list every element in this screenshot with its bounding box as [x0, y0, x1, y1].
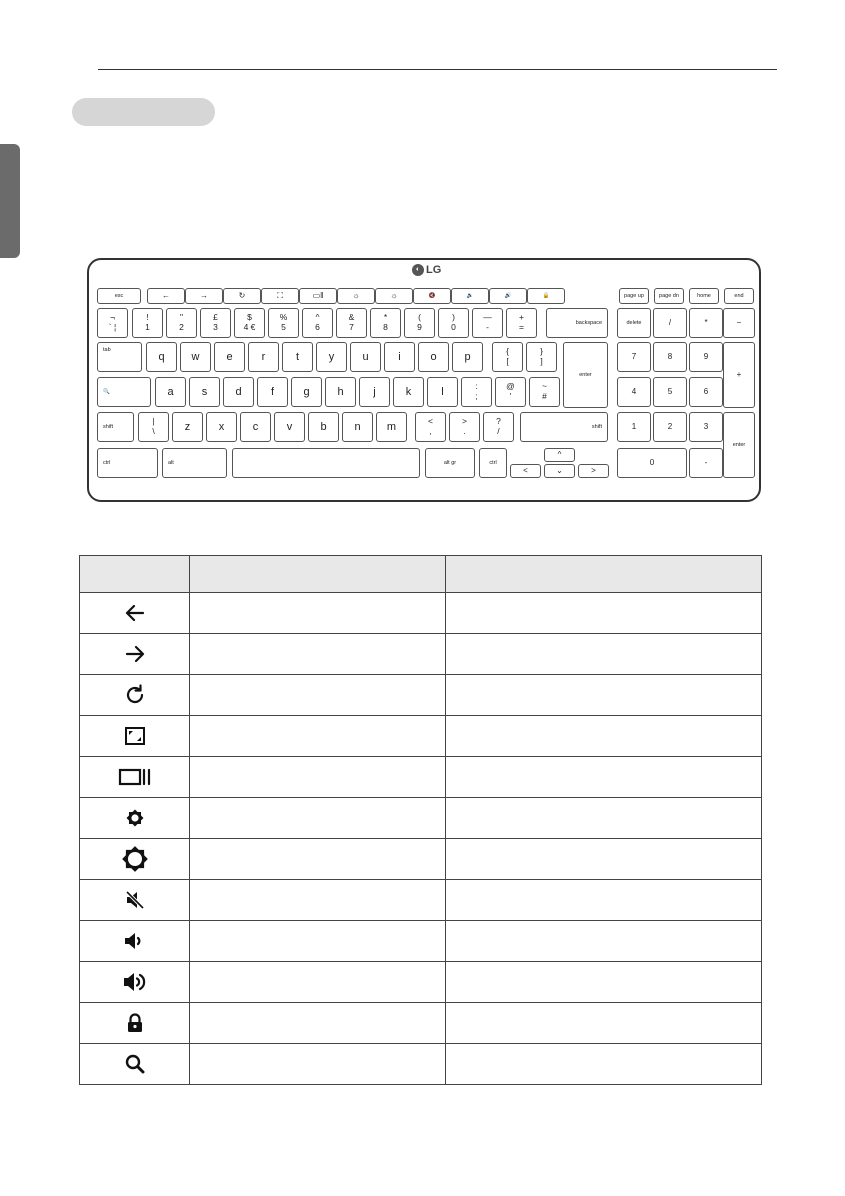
table-row: [80, 593, 762, 634]
table-header-description: [446, 556, 762, 593]
keyboard-key: k: [393, 377, 424, 407]
table-row: [80, 1003, 762, 1044]
keyboard-key: m: [376, 412, 407, 442]
keyboard-diagram: [87, 258, 761, 502]
keyboard-key: end: [724, 288, 754, 304]
table-header-key: [190, 556, 446, 593]
keyboard-key: c: [240, 412, 271, 442]
keyboard-key: ¬ ` ¦: [97, 308, 128, 338]
keyboard-key: 2: [653, 412, 687, 442]
full-screen-icon: [80, 716, 190, 757]
table-cell-description: [446, 1044, 762, 1085]
keyboard-key: home: [689, 288, 719, 304]
keyboard-key: > .: [449, 412, 480, 442]
keyboard-key: /: [653, 308, 687, 338]
keyboard-key: ) 0: [438, 308, 469, 338]
table-row: [80, 1044, 762, 1085]
keyboard-key: delete: [617, 308, 651, 338]
keyboard-key: ! 1: [132, 308, 163, 338]
keyboard-key: | \: [138, 412, 169, 442]
keyboard-key: + =: [506, 308, 537, 338]
keyboard-key: enter: [563, 342, 608, 408]
table-row: [80, 798, 762, 839]
keyboard-key: t: [282, 342, 313, 372]
keyboard-key: — -: [472, 308, 503, 338]
section-heading-pill: [72, 98, 215, 126]
keyboard-key: ←: [147, 288, 185, 304]
keyboard-key: 0: [617, 448, 687, 478]
keyboard-key: page up: [619, 288, 649, 304]
keyboard-key: alt gr: [425, 448, 475, 478]
keyboard-key: $ 4 €: [234, 308, 265, 338]
table-cell-key: [190, 962, 446, 1003]
keyboard-key: ^ 6: [302, 308, 333, 338]
header-rule: [98, 69, 777, 70]
keyboard-key: @ ': [495, 377, 526, 407]
keyboard-key: w: [180, 342, 211, 372]
table-cell-description: [446, 675, 762, 716]
keyboard-key: * 8: [370, 308, 401, 338]
keyboard-key: < ,: [415, 412, 446, 442]
volume-up-icon: [80, 962, 190, 1003]
keyboard-key: ~ #: [529, 377, 560, 407]
keyboard-key: s: [189, 377, 220, 407]
table-cell-key: [190, 1044, 446, 1085]
keyboard-key: b: [308, 412, 339, 442]
table-cell-description: [446, 798, 762, 839]
keyboard-key: i: [384, 342, 415, 372]
table-cell-description: [446, 839, 762, 880]
keyboard-key: 7: [617, 342, 651, 372]
table-row: [80, 634, 762, 675]
lock-icon: [80, 1003, 190, 1044]
mute-icon: [80, 880, 190, 921]
table-cell-description: [446, 921, 762, 962]
table-cell-description: [446, 716, 762, 757]
keyboard-key: f: [257, 377, 288, 407]
keyboard-key: shift: [97, 412, 134, 442]
keyboard-key: ctrl: [97, 448, 158, 478]
keyboard-key: ☼: [337, 288, 375, 304]
keyboard-key: u: [350, 342, 381, 372]
keyboard-key: ctrl: [479, 448, 507, 478]
keyboard-key: 🔒: [527, 288, 565, 304]
keyboard-key: alt: [162, 448, 227, 478]
keyboard-key: −: [723, 308, 755, 338]
keyboard-key: <: [510, 464, 541, 478]
table-cell-key: [190, 675, 446, 716]
keyboard-key: z: [172, 412, 203, 442]
keyboard-key: p: [452, 342, 483, 372]
table-cell-key: [190, 716, 446, 757]
table-cell-key: [190, 757, 446, 798]
keyboard-key: x: [206, 412, 237, 442]
table-cell-key: [190, 593, 446, 634]
table-cell-description: [446, 757, 762, 798]
keyboard-key: ? /: [483, 412, 514, 442]
table-cell-description: [446, 880, 762, 921]
table-row: [80, 716, 762, 757]
back-arrow-icon: [80, 593, 190, 634]
keyboard-key: 🔇: [413, 288, 451, 304]
table-row: [80, 962, 762, 1003]
table-row: [80, 880, 762, 921]
brightness-down-icon: [80, 798, 190, 839]
table-cell-key: [190, 798, 446, 839]
table-cell-key: [190, 921, 446, 962]
keyboard-key: { [: [492, 342, 523, 372]
keyboard-key: enter: [723, 412, 755, 478]
keyboard-key: [232, 448, 420, 478]
keyboard-key: tab: [97, 342, 142, 372]
keyboard-key: esc: [97, 288, 141, 304]
keyboard-key: ⌄: [544, 464, 575, 478]
keyboard-key: v: [274, 412, 305, 442]
brightness-up-icon: [80, 839, 190, 880]
table-row: [80, 839, 762, 880]
keyboard-key: o: [418, 342, 449, 372]
keyboard-key: 1: [617, 412, 651, 442]
keyboard-key: } ]: [526, 342, 557, 372]
keyboard-key: -: [689, 448, 723, 478]
lg-logo-mark: ◐: [412, 264, 424, 276]
switch-window-icon: [80, 757, 190, 798]
keyboard-key: l: [427, 377, 458, 407]
keyboard-key: r: [248, 342, 279, 372]
keyboard-key: q: [146, 342, 177, 372]
keyboard-key: y: [316, 342, 347, 372]
keyboard-key: % 5: [268, 308, 299, 338]
table-cell-description: [446, 962, 762, 1003]
keyboard-key: *: [689, 308, 723, 338]
keyboard-key: ( 9: [404, 308, 435, 338]
forward-arrow-icon: [80, 634, 190, 675]
key-function-table: [79, 555, 762, 1085]
keyboard-key: 🔊: [489, 288, 527, 304]
table-cell-key: [190, 634, 446, 675]
chapter-side-tab: [0, 144, 20, 258]
table-cell-key: [190, 839, 446, 880]
search-icon: [80, 1044, 190, 1085]
keyboard-key: 6: [689, 377, 723, 407]
keyboard-key: 3: [689, 412, 723, 442]
table-cell-description: [446, 634, 762, 675]
keyboard-key: 9: [689, 342, 723, 372]
keyboard-key: e: [214, 342, 245, 372]
keyboard-key: ▭ǁ: [299, 288, 337, 304]
keyboard-key: 5: [653, 377, 687, 407]
keyboard-key: 🔉: [451, 288, 489, 304]
keyboard-key: g: [291, 377, 322, 407]
table-header-icon: [80, 556, 190, 593]
keyboard-key: +: [723, 342, 755, 408]
keyboard-key: >: [578, 464, 609, 478]
table-row: [80, 675, 762, 716]
keyboard-key: & 7: [336, 308, 367, 338]
keyboard-key: 🔍: [97, 377, 151, 407]
table-row: [80, 757, 762, 798]
table-cell-key: [190, 880, 446, 921]
table-cell-description: [446, 593, 762, 634]
keyboard-key: ↻: [223, 288, 261, 304]
keyboard-key: 4: [617, 377, 651, 407]
keyboard-key: : ;: [461, 377, 492, 407]
keyboard-key: shift: [520, 412, 608, 442]
keyboard-key: →: [185, 288, 223, 304]
lg-logo: [412, 264, 441, 276]
keyboard-key: " 2: [166, 308, 197, 338]
table-header-row: [80, 556, 762, 593]
keyboard-key: 8: [653, 342, 687, 372]
keyboard-key: h: [325, 377, 356, 407]
lg-logo-text: LG: [426, 264, 442, 276]
keyboard-key: a: [155, 377, 186, 407]
refresh-icon: [80, 675, 190, 716]
keyboard-key: ^: [544, 448, 575, 462]
keyboard-key: j: [359, 377, 390, 407]
keyboard-key: n: [342, 412, 373, 442]
keyboard-key: ☼: [375, 288, 413, 304]
table-cell-description: [446, 1003, 762, 1044]
keyboard-key: ⛶: [261, 288, 299, 304]
volume-down-icon: [80, 921, 190, 962]
keyboard-key: £ 3: [200, 308, 231, 338]
keyboard-key: d: [223, 377, 254, 407]
table-row: [80, 921, 762, 962]
table-cell-key: [190, 1003, 446, 1044]
keyboard-key: backspace: [546, 308, 608, 338]
keyboard-key: page dn: [654, 288, 684, 304]
